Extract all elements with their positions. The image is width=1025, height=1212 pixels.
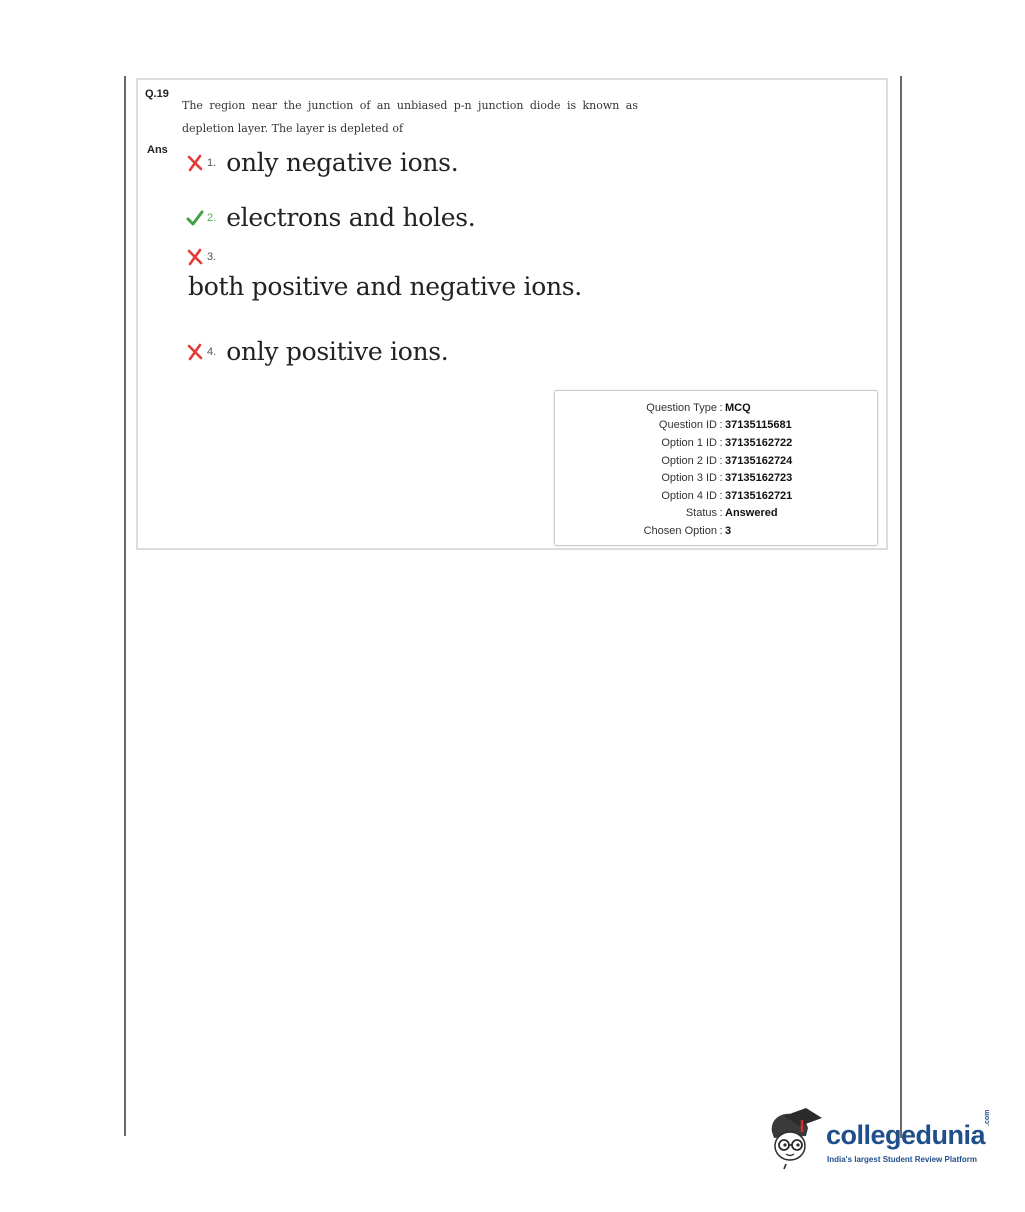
logo-tagline: India's largest Student Review Platform — [827, 1155, 977, 1164]
cross-icon — [186, 154, 204, 172]
question-text: The region near the junction of an unbiased p-n junction diode is known as depletion layer. The layer is depleted of — [182, 99, 638, 135]
page-border-right — [900, 76, 902, 1138]
meta-label: Option 3 ID — [661, 472, 717, 485]
meta-value: 3 — [725, 524, 732, 537]
meta-label: Question Type — [646, 401, 717, 414]
option-text: only positive ions. — [226, 337, 449, 366]
question-card — [136, 78, 888, 550]
meta-label: Question ID — [658, 419, 717, 432]
option-text: both positive and negative ions. — [188, 272, 582, 301]
question-number: Q.19 — [145, 88, 169, 100]
mascot-icon — [766, 1106, 824, 1170]
meta-row-chosen-option: Chosen Option : 3 — [555, 522, 877, 540]
meta-row-question-id: Question ID : 37135115681 — [555, 417, 877, 435]
option-number: 2. — [207, 211, 217, 224]
meta-row-question-type: Question Type : MCQ — [555, 399, 877, 417]
option-number: 1. — [207, 156, 217, 169]
option-number: 4. — [207, 345, 217, 358]
option-3 — [186, 248, 216, 266]
meta-value: MCQ — [725, 401, 751, 414]
question-meta-panel — [554, 390, 878, 546]
meta-value: 37135162723 — [725, 472, 793, 485]
meta-row-option-4-id: Option 4 ID : 37135162721 — [555, 487, 877, 505]
meta-value: 37135115681 — [725, 419, 792, 432]
meta-value: Answered — [725, 507, 778, 520]
meta-label: Status — [685, 507, 717, 520]
meta-row-option-3-id: Option 3 ID : 37135162723 — [555, 469, 877, 487]
meta-row-option-1-id: Option 1 ID : 37135162722 — [555, 434, 877, 452]
option-number: 3. — [207, 251, 217, 263]
meta-label: Chosen Option — [643, 524, 717, 537]
meta-row-option-2-id: Option 2 ID : 37135162724 — [555, 452, 877, 470]
cross-icon — [186, 343, 204, 361]
option-4 — [186, 337, 448, 366]
option-2 — [186, 203, 475, 232]
answer-label: Ans — [147, 144, 168, 156]
meta-label: Option 2 ID — [661, 454, 717, 467]
collegedunia-logo — [766, 1104, 994, 1176]
option-1 — [186, 148, 458, 177]
meta-row-status: Status : Answered — [555, 505, 877, 523]
option-text: only negative ions. — [226, 148, 459, 177]
check-icon — [186, 209, 204, 227]
page-border-left — [124, 76, 126, 1136]
meta-value: 37135162724 — [725, 454, 793, 467]
meta-value: 37135162721 — [725, 489, 793, 502]
logo-wordmark: collegedunia — [826, 1120, 986, 1150]
meta-label: Option 4 ID — [661, 489, 717, 502]
meta-label: Option 1 ID — [661, 436, 717, 449]
option-text: electrons and holes. — [226, 203, 476, 232]
meta-value: 37135162722 — [725, 436, 793, 449]
logo-domain-suffix: .com — [984, 1109, 991, 1126]
cross-icon — [186, 248, 204, 266]
